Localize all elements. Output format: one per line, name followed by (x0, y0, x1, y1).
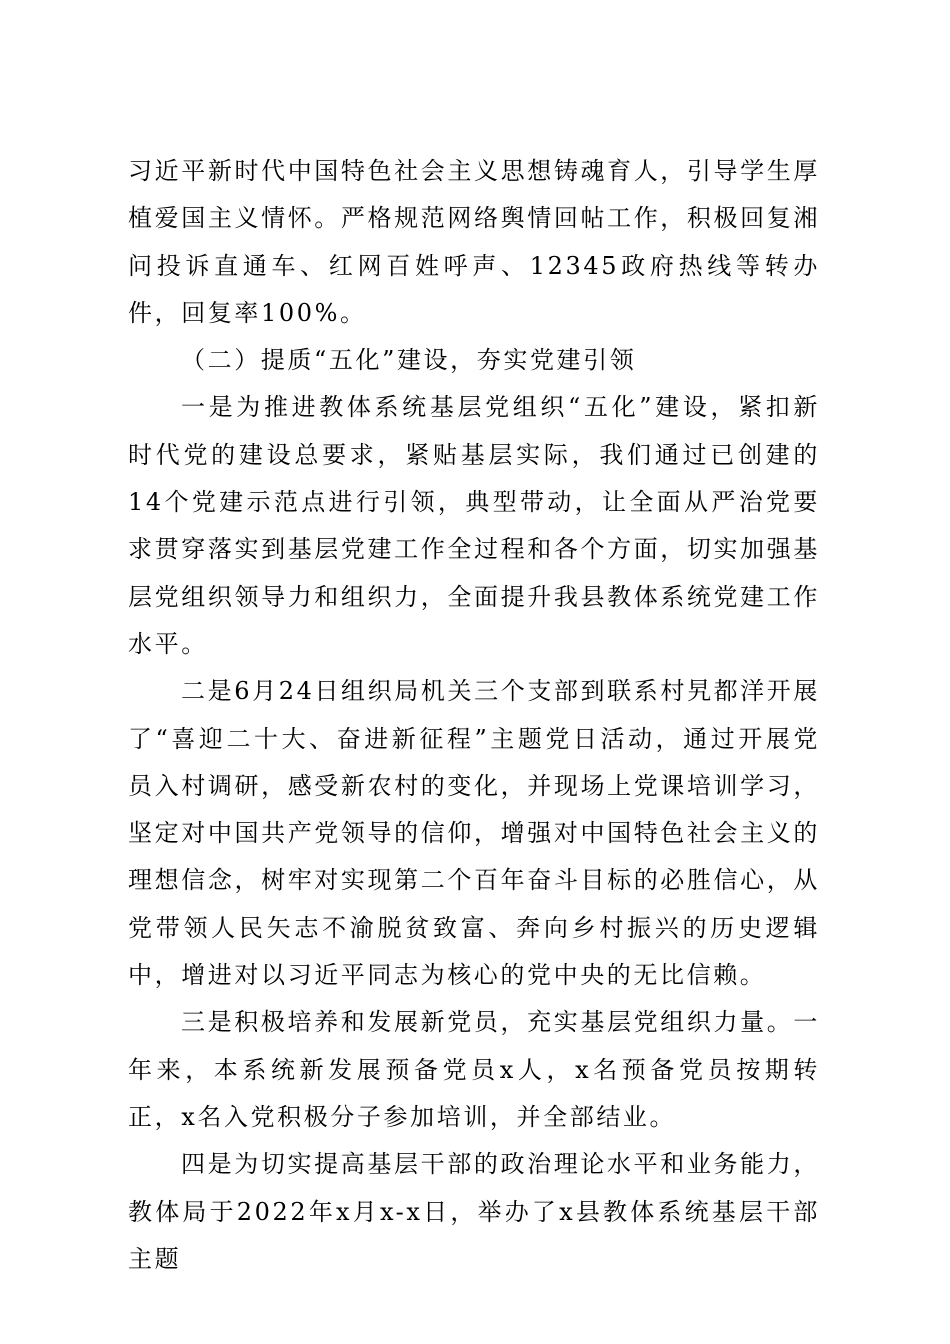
paragraph-two: 二是6月24日组织局机关三个支部到联系村旯都洋开展了“喜迎二十大、奋进新征程”主题党日活动，通过开展党员入村调研，感受新农村的变化，并现场上党课培训学习，坚定对中国共产党领导的信仰，增强对中国特色社会主义的理想信念，树牢对实现第二个百年奋斗目标的必胜信心，从党带领人民矢志不渝脱贫致富、奔向乡村振兴的历史逻辑中，增进对以习近平同志为核心的党中央的无比信赖。 (128, 677, 820, 990)
paragraph-three: 三是积极培养和发展新党员，充实基层党组织力量。一年来，本系统新发展预备党员x人，x名预备党员按期转正，x名入党积极分子参加培训，并全部结业。 (128, 1008, 820, 1131)
paragraph-one: 一是为推进教体系统基层党组织“五化”建设，紧扣新时代党的建设总要求，紧贴基层实际，我们通过已创建的14个党建示范点进行引领，典型带动，让全面从严治党要求贯穿落实到基层党建工作全过程和各个方面，切实加强基层党组织领导力和组织力，全面提升我县教体系统党建工作水平。 (128, 393, 820, 658)
document-body (128, 148, 820, 1283)
paragraph-four: 四是为切实提高基层干部的政治理论水平和业务能力，教体局于2022年x月x-x日，举办了x县教体系统基层干部主题 (128, 1150, 820, 1273)
section-heading: （二）提质“五化”建设，夯实党建引领 (181, 346, 637, 375)
continuation-paragraph: 习近平新时代中国特色社会主义思想铸魂育人，引导学生厚植爱国主义情怀。严格规范网络舆情回帖工作，积极回复湘问投诉直通车、红网百姓呼声、12345政府热线等转办件，回复率100%。 (128, 157, 820, 327)
